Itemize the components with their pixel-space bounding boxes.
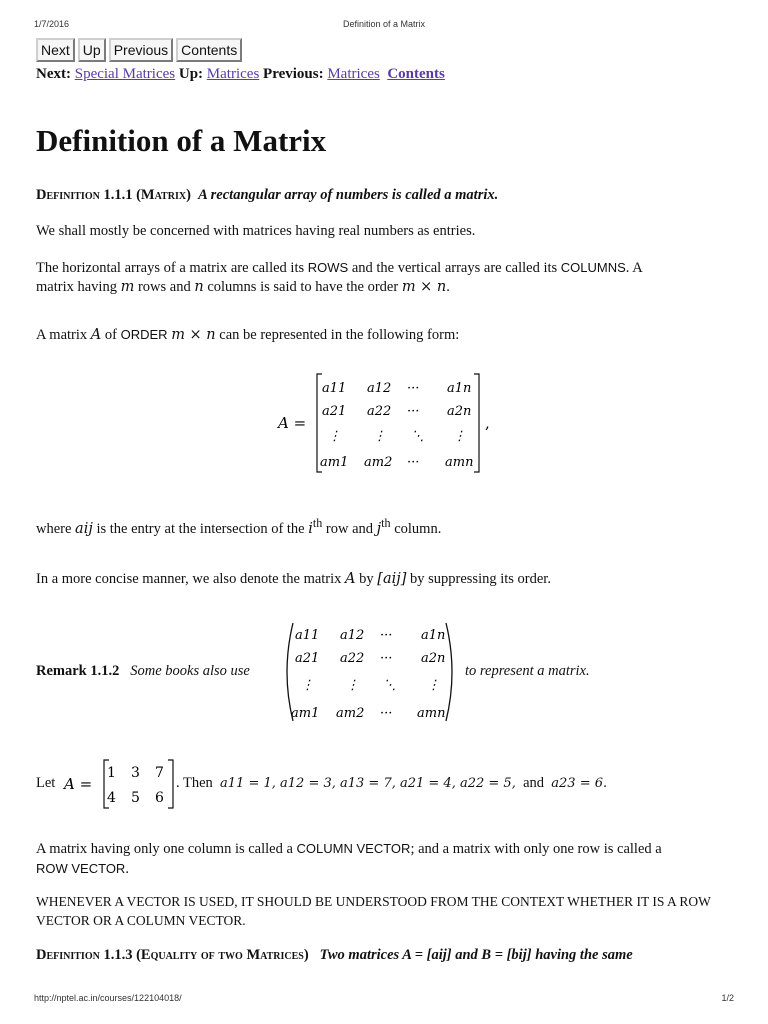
right-bracket [474,374,479,472]
cell-dots: ··· [407,381,420,396]
cell-5: 5 [131,790,140,806]
cell-a2n: a2n [447,404,472,419]
example-matrix [62,757,180,811]
cell-a21: a21 [295,651,320,666]
definition-1-1-1 [36,186,726,205]
cell-vdots: ⋮ [328,429,341,444]
cell-a11: a11 [322,381,347,396]
remark-text-after: to represent a matrix. [465,663,590,679]
cell-am2: am2 [364,455,393,470]
cell-4: 4 [107,790,116,806]
previous-button[interactable]: Previous [109,38,173,62]
cell-7: 7 [155,765,164,781]
definition-1-1-3 [36,946,726,965]
cell-am2: am2 [336,706,365,721]
cell-a21: a21 [322,404,347,419]
example-let: Let [36,775,56,791]
cell-a12: a12 [340,628,365,643]
contents-button[interactable]: Contents [176,38,242,62]
cell-dots: ··· [380,706,393,721]
paragraph-entries: We shall mostly be concerned with matrices having real numbers as entries. [36,223,476,239]
remark-number: Remark 1.1.2 [36,663,120,679]
remark-text-before: Some books also use [130,663,250,679]
nav-links [36,66,445,83]
print-page: 1/2 [721,993,734,1003]
matrix-comma: , [485,414,490,432]
cell-vdots: ⋮ [301,678,314,693]
cell-3: 3 [131,765,140,781]
paragraph-concise: In a more concise manner, we also denote the matrix A by [aij] by suppressing its order. [36,571,551,587]
general-matrix [270,368,510,478]
definition-number: Definition 1.1.1 (Matrix) [36,187,191,203]
example-lhs: A = [64,775,93,793]
up-link[interactable]: Matrices [206,66,260,82]
definition-number: Definition 1.1.3 (Equality of two Matrices) [36,947,309,963]
cell-vdots: ⋮ [346,678,359,693]
paragraph-entry-def: where aij is the entry at the intersection of the $i^{th}$ row and $j^{th}$ column. [36,516,442,537]
previous-link[interactable]: Matrices [327,66,380,82]
cell-vdots: ⋮ [453,429,466,444]
cell-dots: ··· [407,455,420,470]
print-header [34,19,734,29]
example-values: . Then a11 = 1, a12 = 3, a13 = 7, a21 = 4, a22 = 5, and a23 = 6. [176,775,608,791]
cell-am1: am1 [291,706,320,721]
cell-ddots: ⋱ [411,429,424,444]
print-footer [34,993,734,1003]
paragraph-rows-columns: The horizontal arrays of a matrix are called its ROWS and the vertical arrays are called its COLUMNS. A matrix having m rows and n columns is said to have the order m × n. [36,260,643,295]
cell-a22: a22 [340,651,365,666]
cell-1: 1 [107,765,116,781]
cell-ddots: ⋱ [383,678,396,693]
cell-amn: amn [417,706,446,721]
definition-text: Two matrices A = [aij] and B = [bij] having the same [319,947,633,963]
next-label: Next: [36,66,71,82]
paragraph-vector-context: WHENEVER A VECTOR IS USED, IT SHOULD BE UNDERSTOOD FROM THE CONTEXT WHETHER IT IS A ROW VECTOR OR A COLUMN VECTOR. [36,894,711,928]
print-date: 1/7/2016 [34,19,70,29]
paren-matrix [283,617,458,727]
cell-am1: am1 [320,455,349,470]
paragraph-order-form: A matrix A of ORDER m × n can be represented in the following form: [36,327,460,343]
cell-vdots: ⋮ [373,429,386,444]
print-url: http://nptel.ac.in/courses/122104018/ [34,993,182,1003]
cell-amn: amn [445,455,474,470]
contents-link[interactable]: Contents [387,66,445,82]
right-paren [446,623,452,721]
cell-dots: ··· [380,628,393,643]
up-button[interactable]: Up [78,38,106,62]
cell-6: 6 [155,790,164,806]
cell-dots: ··· [380,651,393,666]
paragraph-vectors: A matrix having only one column is called a COLUMN VECTOR; and a matrix with only one row is called a ROW VECTOR. [36,841,662,877]
right-bracket [168,760,173,808]
cell-a2n: a2n [421,651,446,666]
up-label: Up: [178,66,204,82]
matrix-lhs: A = [278,414,307,432]
next-button[interactable]: Next [36,38,75,62]
previous-label: Previous: [263,66,324,82]
cell-a1n: a1n [447,381,472,396]
definition-text: A rectangular array of numbers is called a matrix. [198,187,499,203]
cell-dots: ··· [407,404,420,419]
nav-button-bar [36,38,242,62]
cell-a1n: a1n [421,628,446,643]
print-title: Definition of a Matrix [342,19,426,29]
cell-vdots: ⋮ [427,678,440,693]
cell-a22: a22 [367,404,392,419]
next-link[interactable]: Special Matrices [74,66,176,82]
cell-a11: a11 [295,628,320,643]
page-title: Definition of a Matrix [36,123,327,158]
cell-a12: a12 [367,381,392,396]
